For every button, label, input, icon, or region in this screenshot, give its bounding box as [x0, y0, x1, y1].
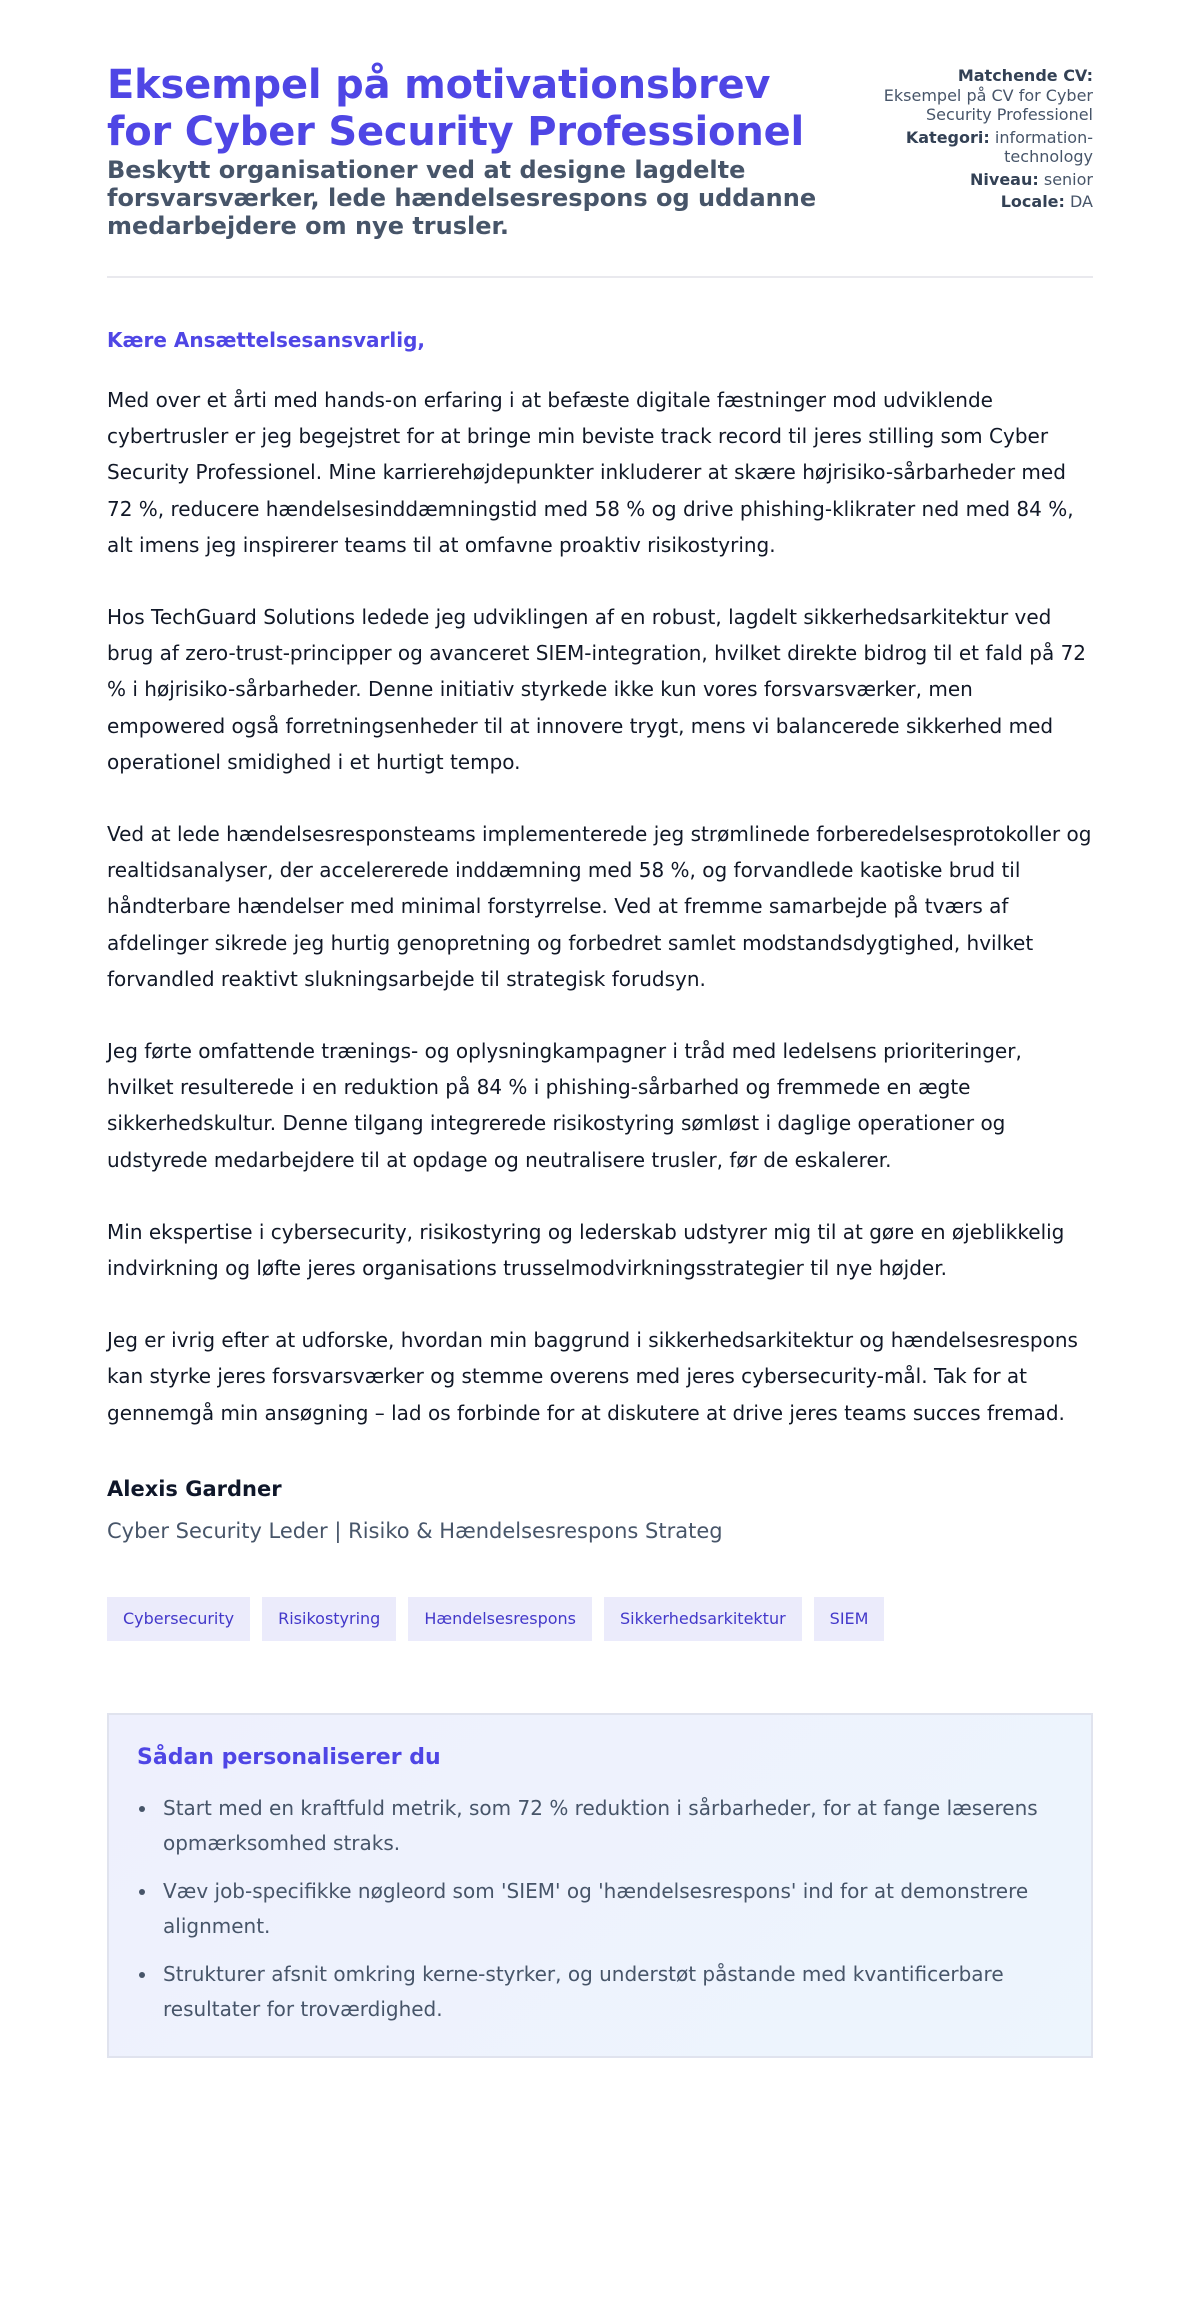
- skill-tag: Hændelsesrespons: [408, 1597, 592, 1641]
- meta-locale-value: DA: [1070, 192, 1093, 211]
- meta-category-label: Kategori:: [905, 127, 990, 147]
- bullet-icon: [139, 1806, 145, 1812]
- letter-greeting: Kære Ansættelsesansvarlig,: [107, 328, 425, 352]
- meta-matching-cv: [863, 66, 1093, 125]
- bullet-icon: [139, 1972, 145, 1978]
- tip-item: [137, 1957, 1063, 2028]
- letter-paragraph: Jeg førte omfattende trænings- og oplysningkampagner i tråd med ledelsens prioriteringer, hvilket resulterede i en reduktion på 84 % i phishing-sårbarhed og fremmede en ægte sikkerhedskultur. Denne tilgang integrerede risikostyring sømløst i daglige operationer og udstyrede medarbejdere til at opdage og neutralisere trusler, før de eskalerer.: [107, 1039, 1022, 1172]
- meta-locale: [863, 192, 1093, 212]
- meta-category: [863, 128, 1093, 167]
- signature-title: Cyber Security Leder | Risiko & Hændelsesrespons Strateg: [107, 1518, 723, 1543]
- tip-text: Start med en kraftfuld metrik, som 72 % reduktion i sårbarheder, for at fange læserens opmærksomhed straks.: [163, 1795, 1038, 1856]
- skill-tag: Cybersecurity: [107, 1597, 250, 1641]
- tips-list: [137, 1791, 1063, 2028]
- tip-item: [137, 1874, 1063, 1945]
- letter-paragraph: Jeg er ivrig efter at udforske, hvordan min baggrund i sikkerhedsarkitektur og hændelsesrespons kan styrke jeres forsvarsværker og stemme overens med jeres cybersecurity-mål. Tak for at gennemgå min ansøgning – lad os forbinde for at diskutere at drive jeres teams succes fremad.: [107, 1328, 1078, 1425]
- tip-text: Væv job-specifikke nøgleord som 'SIEM' og 'hændelsesrespons' ind for at demonstrere alignment.: [163, 1878, 1029, 1939]
- tips-title: Sådan personaliserer du: [137, 1744, 441, 1770]
- meta-level-value: senior: [1043, 169, 1093, 189]
- letter-body: [107, 382, 1093, 1431]
- page-header: [107, 62, 1093, 278]
- header-left: [107, 62, 827, 240]
- personalization-tips-box: [107, 1713, 1093, 2058]
- bullet-icon: [139, 1889, 145, 1895]
- letter-paragraph: Ved at lede hændelsesresponsteams implementerede jeg strømlinede forberedelsesprotokoller og realtidsanalyser, der accelererede inddæmning med 58 %, og forvandlede kaotiske brud til håndterbare hændelser med minimal forstyrrelse. Ved at fremme samarbejde på tværs af afdelinger sikrede jeg hurtig genopretning og forbedret samlet modstandsdygtighed, hvilket forvandled reaktivt slukningsarbejde til strategisk forudsyn.: [107, 822, 1092, 991]
- letter-paragraph: Hos TechGuard Solutions ledede jeg udviklingen af en robust, lagdelt sikkerhedsarkitektur ved brug af zero-trust-principper og avanceret SIEM-integration, hvilket direkte bidrog til et fald på 72 % i højrisiko-sårbarheder. Denne initiativ styrkede ikke kun vores forsvarsværker, men empowered også forretningsenheder til at innovere trygt, mens vi balancerede sikkerhed med operationel smidighed i et hurtigt tempo.: [107, 605, 1087, 774]
- skill-tag: SIEM: [814, 1597, 885, 1641]
- meta-locale-label: Locale:: [1000, 192, 1065, 211]
- meta-level-label: Niveau:: [970, 169, 1039, 189]
- signature-block: [107, 1475, 1093, 1545]
- page-subtitle: Beskytt organisationer ved at designe lagdelte forsvarsværker, lede hændelsesrespons og uddanne medarbejdere om nye trusler.: [107, 156, 817, 240]
- tip-text: Strukturer afsnit omkring kerne-styrker, og understøt påstande med kvantificerbare resultater for troværdighed.: [163, 1961, 1004, 2022]
- meta-panel: [863, 66, 1093, 215]
- meta-category-value: information-technology: [994, 127, 1093, 166]
- meta-matching-cv-label: Matchende CV:: [957, 66, 1093, 85]
- meta-level: [863, 170, 1093, 190]
- page-title: Eksempel på motivationsbrev for Cyber Security Professionel: [107, 62, 805, 155]
- signature-name: Alexis Gardner: [107, 1476, 282, 1501]
- meta-matching-cv-value: Eksempel på CV for Cyber Security Professionel: [883, 85, 1093, 124]
- skill-tag: Risikostyring: [262, 1597, 396, 1641]
- skill-tag: Sikkerhedsarkitektur: [604, 1597, 802, 1641]
- skill-tags: [107, 1597, 1093, 1641]
- tip-item: [137, 1791, 1063, 1862]
- letter-paragraph: Med over et årti med hands-on erfaring i at befæste digitale fæstninger mod udviklende cybertrusler er jeg begejstret for at bringe min beviste track record til jeres stilling som Cyber Security Professionel. Mine karrierehøjdepunkter inkluderer at skære højrisiko-sårbarheder med 72 %, reducere hændelsesinddæmningstid med 58 % og drive phishing-klikrater ned med 84 %, alt imens jeg inspirerer teams til at omfavne proaktiv risikostyring.: [107, 388, 1074, 557]
- letter-paragraph: Min ekspertise i cybersecurity, risikostyring og lederskab udstyrer mig til at gøre en øjeblikkelig indvirkning og løfte jeres organisations trusselmodvirkningsstrategier til nye højder.: [107, 1219, 1065, 1281]
